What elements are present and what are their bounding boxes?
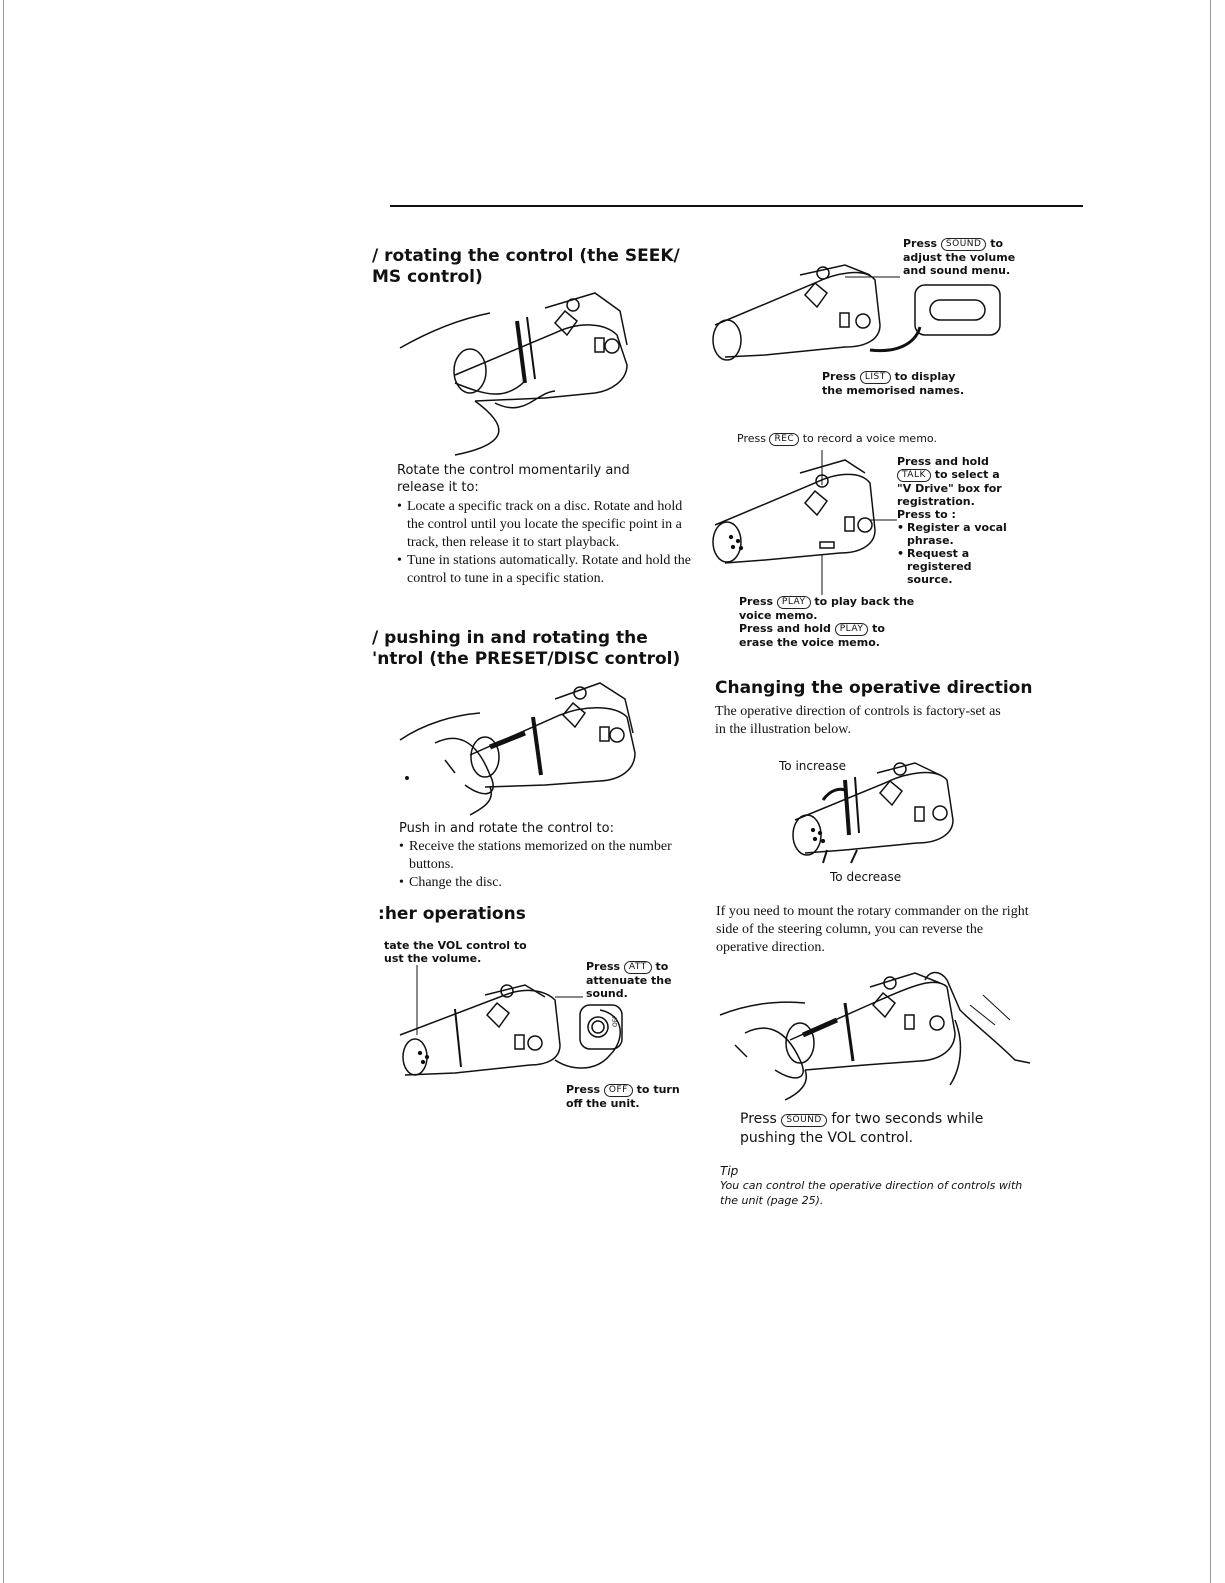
talk-key-label: TALK — [897, 469, 931, 482]
header-rule — [390, 205, 1083, 207]
seek-lead-line2: release it to: — [397, 480, 479, 495]
list-callout — [822, 370, 964, 397]
tip-title: Tip — [720, 1164, 739, 1178]
preset-heading-mark: / — [372, 628, 385, 648]
direction-section — [715, 678, 1045, 739]
sound-line2: adjust the volume — [903, 251, 1016, 264]
att-post: to — [655, 960, 669, 973]
seek-control-illustration — [395, 283, 635, 458]
sound-press: Press — [903, 237, 938, 250]
talk-bullet-list — [897, 521, 1017, 586]
preset-bullet-receive: • Receive the stations memorized on the number buttons. — [399, 838, 679, 874]
reverse-line2: pushing the VOL control. — [740, 1130, 914, 1146]
scan-edge-right — [1210, 0, 1211, 1583]
preset-heading — [372, 628, 680, 670]
reverse-post: for two seconds while — [831, 1111, 984, 1127]
talk-post: to select a — [934, 468, 1000, 481]
other-operations-heading — [378, 904, 526, 925]
other-heading-text: her operations — [384, 904, 526, 924]
play-key-label: PLAY — [777, 596, 811, 609]
rec-key-label: REC — [769, 433, 799, 446]
list-press: Press — [822, 370, 857, 383]
att-press: Press — [586, 960, 621, 973]
list-line2: the memorised names. — [822, 384, 965, 397]
seek-heading-mark: / — [372, 246, 385, 266]
scan-edge-left — [3, 0, 4, 1583]
play-hold-post: to — [872, 622, 885, 635]
reverse-text: If you need to mount the rotary commander on the right side of the steering column, you can reverse the operative direction. — [716, 904, 1029, 955]
play-callout — [739, 595, 914, 649]
preset-heading-line2: ntrol (the PRESET/DISC control) — [377, 649, 681, 669]
seek-section-body — [397, 462, 697, 588]
play-line4: erase the voice memo. — [739, 636, 880, 649]
seek-heading — [372, 246, 680, 288]
talk-callout — [897, 455, 1017, 586]
play-press: Press — [739, 595, 774, 608]
off-press: Press — [566, 1083, 601, 1096]
direction-intro: The operative direction of controls is factory-set as in the illustration below. — [715, 704, 1001, 737]
seek-bullet-tune: • Tune in stations automatically. Rotate and hold the control to tune in a specific station. — [397, 552, 697, 588]
talk-line1: Press and hold — [897, 455, 989, 468]
seek-lead-line1: Rotate the control momentarily and — [397, 463, 630, 478]
talk-line5: Press to : — [897, 508, 956, 521]
tip-body: You can control the operative direction of controls with the unit (page 25). — [720, 1179, 1023, 1207]
rec-press: Press — [737, 432, 766, 445]
seek-heading-line1: rotating the control (the SEEK/ — [384, 246, 680, 266]
talk-bullet-request: • Request a registered source. — [897, 547, 1017, 586]
preset-bullet-change: • Change the disc. — [399, 874, 679, 892]
reverse-direction-illustration — [715, 965, 1035, 1105]
reverse-key-label: SOUND — [781, 1114, 827, 1127]
reverse-caption — [740, 1110, 983, 1148]
seek-bullet-locate: • Locate a specific track on a disc. Rotate and hold the control until you locate the specific point in a track, then release it to start playback. — [397, 498, 697, 552]
to-decrease-text: To decrease — [830, 870, 902, 884]
direction-illustration — [785, 755, 970, 870]
play-key-label-2: PLAY — [835, 623, 869, 636]
off-key-label: OFF — [604, 1084, 633, 1097]
preset-bullet-list — [399, 838, 679, 892]
sound-post: to — [990, 237, 1004, 250]
sound-key-label: SOUND — [941, 238, 987, 251]
other-heading-mark: : — [378, 904, 385, 924]
list-key-label: LIST — [860, 371, 891, 384]
play-hold-pre: Press and hold — [739, 622, 831, 635]
rec-post: to record a voice memo. — [802, 432, 937, 445]
talk-bullet-register: • Register a vocal phrase. — [897, 521, 1017, 547]
play-line2: voice memo. — [739, 609, 818, 622]
vol-caption-line1: tate the VOL control to — [384, 939, 527, 952]
off-post: to turn — [636, 1083, 680, 1096]
list-post: to display — [894, 370, 956, 383]
preset-control-illustration — [395, 675, 645, 820]
reverse-paragraph — [716, 903, 1036, 957]
direction-heading: Changing the operative direction — [715, 678, 1033, 698]
off-callout — [566, 1083, 680, 1110]
list-control-illustration — [705, 255, 1015, 365]
preset-heading-line1: pushing in and rotating the — [384, 628, 648, 648]
att-line3: sound. — [586, 987, 628, 1000]
seek-heading-line2: MS control) — [372, 267, 483, 287]
to-increase-text: To increase — [779, 759, 847, 773]
talk-line4: registration. — [897, 495, 975, 508]
reverse-press: Press — [740, 1111, 777, 1127]
talk-line3: "V Drive" box for — [897, 482, 1002, 495]
play-post: to play back the — [814, 595, 915, 608]
att-line2: attenuate the — [586, 974, 672, 987]
off-line2: off the unit. — [566, 1097, 640, 1110]
svg-text:OFF: OFF — [612, 1015, 619, 1027]
preset-heading-mark2: ' — [372, 649, 378, 669]
voice-memo-illustration — [705, 445, 905, 595]
vol-caption-line2: ust the volume. — [384, 952, 482, 965]
sound-line3: and sound menu. — [903, 264, 1011, 277]
tip-box — [720, 1164, 1040, 1208]
seek-bullet-list — [397, 498, 697, 588]
preset-section-body — [399, 820, 679, 892]
vol-caption — [384, 939, 527, 965]
preset-lead: Push in and rotate the control to: — [399, 821, 614, 836]
rec-callout — [737, 432, 937, 446]
vol-control-illustration — [395, 965, 685, 1085]
to-decrease-label — [830, 871, 901, 884]
att-key-label: ATT — [624, 961, 652, 974]
